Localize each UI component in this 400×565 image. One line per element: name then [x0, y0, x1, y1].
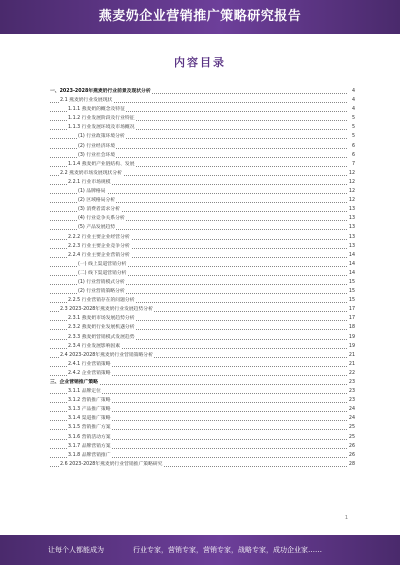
- toc-entry-label: 1.1.2 行业发展阶段及行业特征: [68, 116, 135, 122]
- toc-entry-label: 2.3.1 燕麦奶市场发展趋势分析: [68, 316, 135, 322]
- toc-entry-label: (2) 行业经济环境: [78, 143, 116, 149]
- toc-entry[interactable]: [50, 460, 355, 469]
- toc-entry[interactable]: [50, 396, 355, 405]
- toc-entry-page: 23: [348, 396, 355, 405]
- toc-entry-page: 6: [351, 151, 355, 160]
- toc-entry-page: 13: [348, 205, 355, 214]
- toc-entry[interactable]: [50, 323, 355, 332]
- report-title: 燕麦奶企业营销推广策略研究报告: [98, 9, 302, 24]
- toc-entry[interactable]: [50, 387, 355, 396]
- toc-entry[interactable]: [50, 233, 355, 242]
- toc-entry-page: 21: [348, 351, 355, 360]
- toc-entry[interactable]: [50, 142, 355, 151]
- toc-entry-page: 4: [351, 105, 355, 114]
- toc-entry-page: 12: [348, 178, 355, 187]
- toc-entry-page: 13: [348, 233, 355, 242]
- toc-entry-label: 2.3.2 燕麦奶行业发展机遇分析: [68, 325, 135, 331]
- toc-entry[interactable]: [50, 378, 355, 387]
- toc-entry-label: 三、企业营销推广策略: [50, 380, 98, 385]
- toc-entry-page: 13: [348, 242, 355, 251]
- toc-entry-page: 12: [348, 187, 355, 196]
- toc-entry-page: 22: [348, 369, 355, 378]
- toc-entry-page: 15: [348, 287, 355, 296]
- toc-entry-page: 15: [348, 296, 355, 305]
- toc-entry-label: 2.4 2023-2028年燕麦奶行业营销策略分析: [60, 352, 153, 358]
- toc-entry[interactable]: [50, 433, 355, 442]
- toc-entry[interactable]: [50, 105, 355, 114]
- toc-entry-label: 2.3.4 行业发展影响因素: [68, 343, 121, 349]
- toc-entry[interactable]: [50, 160, 355, 169]
- toc-entry-page: 5: [351, 123, 355, 132]
- toc-entry-label: 3.1.7 品牌营销方案: [68, 443, 111, 449]
- toc-entry-page: 18: [348, 323, 355, 332]
- toc-entry-page: 17: [348, 305, 355, 314]
- toc-entry-page: 14: [348, 269, 355, 278]
- toc-entry-label: 2.2 燕麦奶市场发展现状分析: [60, 170, 122, 176]
- toc-entry-label: 3.1.1 品牌定位: [68, 389, 101, 395]
- toc-entry-label: (3) 消费者需求分析: [78, 207, 120, 213]
- toc-entry[interactable]: [50, 187, 355, 196]
- toc-entry-page: 4: [351, 87, 355, 96]
- toc-entry[interactable]: [50, 278, 355, 287]
- toc-entry[interactable]: [50, 305, 355, 314]
- toc-entry-label: 3.1.2 营销推广策略: [68, 398, 111, 404]
- toc-entry-page: 4: [351, 96, 355, 105]
- toc-entry-label: (1) 行业营销模式分析: [78, 279, 125, 285]
- toc-entry[interactable]: [50, 214, 355, 223]
- toc-entry[interactable]: [50, 369, 355, 378]
- toc-entry-page: 6: [351, 142, 355, 151]
- toc-entry-page: 28: [348, 460, 355, 469]
- toc-entry-page: 25: [348, 423, 355, 432]
- toc-entry-label: (一) 线上渠道营销分析: [78, 261, 127, 267]
- toc-entry-page: 23: [348, 378, 355, 387]
- page-number: 1: [344, 515, 348, 521]
- toc-entry[interactable]: [50, 405, 355, 414]
- toc-entry-label: 3.1.6 营销活动方案: [68, 434, 111, 440]
- toc-list: [50, 87, 355, 469]
- toc-entry-label: 1.1.3 行业发展环境及市场概况: [68, 125, 135, 131]
- toc-entry-label: 1.1.4 燕麦奶产业链结构、发展: [68, 161, 135, 167]
- toc-heading: 内容目录: [174, 56, 226, 69]
- toc-entry[interactable]: [50, 451, 355, 460]
- toc-entry-label: 2.4.2 企业营销策略: [68, 370, 111, 376]
- toc-entry-page: 19: [348, 342, 355, 351]
- toc-entry[interactable]: [50, 251, 355, 260]
- toc-entry-label: 2.2.5 行业营销存在的问题分析: [68, 298, 135, 304]
- toc-entry-label: 2.1 燕麦奶行业发展现状: [60, 98, 113, 104]
- toc-entry-label: 2.2.2 行业主要企业经营分析: [68, 234, 130, 240]
- toc-entry-label: 1.1.1 燕麦奶的概念及特征: [68, 107, 125, 113]
- toc-entry[interactable]: [50, 260, 355, 269]
- toc-entry-label: 2.6 2023-2028年燕麦奶行业营销推广策略研究: [60, 461, 163, 467]
- toc-entry[interactable]: [50, 87, 355, 96]
- toc-entry[interactable]: [50, 269, 355, 278]
- toc-entry[interactable]: [50, 342, 355, 351]
- toc-entry-label: 3.1.5 营销推广方案: [68, 425, 111, 431]
- toc-entry[interactable]: [50, 205, 355, 214]
- toc-entry-page: 12: [348, 169, 355, 178]
- toc-entry-label: (4) 行业竞争关系分析: [78, 216, 125, 222]
- toc-entry[interactable]: [50, 296, 355, 305]
- toc-entry-page: 26: [348, 451, 355, 460]
- toc-entry-page: 5: [351, 114, 355, 123]
- toc-entry-label: 2.3 2023-2028年燕麦奶行业发展趋势分析: [60, 307, 153, 313]
- toc-entry-label: (3) 行业社会环境: [78, 152, 116, 158]
- toc-entry[interactable]: [50, 442, 355, 451]
- toc-entry-label: (5) 产品发展趋势: [78, 225, 116, 231]
- toc-entry[interactable]: [50, 360, 355, 369]
- toc-entry-label: 2.2.4 行业主要企业营销分析: [68, 252, 130, 258]
- toc-entry-page: 23: [348, 387, 355, 396]
- toc-entry-page: 21: [348, 360, 355, 369]
- toc-entry-page: 14: [348, 260, 355, 269]
- toc-entry[interactable]: [50, 151, 355, 160]
- toc-entry[interactable]: [50, 351, 355, 360]
- toc-entry[interactable]: [50, 114, 355, 123]
- toc-entry-page: 5: [351, 132, 355, 141]
- toc-entry[interactable]: [50, 287, 355, 296]
- toc-entry-page: 13: [348, 214, 355, 223]
- toc-entry[interactable]: [50, 132, 355, 141]
- toc-entry-page: 17: [348, 314, 355, 323]
- toc-entry-label: (1) 行业政策环境分析: [78, 134, 125, 140]
- toc-entry-page: 14: [348, 251, 355, 260]
- toc-entry[interactable]: [50, 178, 355, 187]
- toc-entry[interactable]: [50, 333, 355, 342]
- toc-entry-page: 26: [348, 442, 355, 451]
- toc-entry-page: 7: [351, 160, 355, 169]
- toc-entry-page: 25: [348, 433, 355, 442]
- toc-entry[interactable]: [50, 196, 355, 205]
- toc-entry-label: (2) 区域格局分析: [78, 198, 116, 204]
- toc-entry[interactable]: [50, 96, 355, 105]
- toc-entry[interactable]: [50, 423, 355, 432]
- toc-entry[interactable]: [50, 414, 355, 423]
- header-bar: [0, 0, 400, 34]
- toc-entry-page: 12: [348, 196, 355, 205]
- toc-entry-page: 24: [348, 414, 355, 423]
- toc-entry-page: 19: [348, 333, 355, 342]
- toc-entry-label: (1) 品牌格局: [78, 189, 106, 195]
- footer-tags: 行业专家，营销专家，营销专家，战略专家，成功企业家……: [133, 546, 322, 554]
- toc-entry-label: 2.3.3 燕麦奶营销模式发展趋势: [68, 334, 135, 340]
- toc-entry-page: 24: [348, 405, 355, 414]
- toc-entry[interactable]: [50, 169, 355, 178]
- toc-entry-label: 2.2.1 行业市场规模: [68, 179, 111, 185]
- toc-entry-label: 2.2.3 行业主要企业竞争分析: [68, 243, 130, 249]
- toc-entry-label: 3.1.4 渠道推广策略: [68, 416, 111, 422]
- toc-entry-label: 一、2023-2028年燕麦奶行业前景及现状分析: [50, 89, 151, 94]
- toc-entry[interactable]: [50, 123, 355, 132]
- toc-entry-page: 13: [348, 223, 355, 232]
- toc-entry-label: (二) 线下渠道营销分析: [78, 270, 127, 276]
- toc-entry-label: 3.1.3 产品推广策略: [68, 407, 111, 413]
- footer-slogan: 让每个人都能成为: [48, 546, 104, 554]
- toc-entry-label: 3.1.8 品牌营销推广: [68, 452, 111, 458]
- toc-entry-label: 2.4.1 行业营销策略: [68, 361, 111, 367]
- footer-bar: [0, 535, 400, 565]
- toc-entry-label: (2) 行业营销策略分析: [78, 289, 125, 295]
- toc-entry-page: 15: [348, 278, 355, 287]
- toc-entry[interactable]: [50, 242, 355, 251]
- toc-entry[interactable]: [50, 223, 355, 232]
- toc-entry[interactable]: [50, 314, 355, 323]
